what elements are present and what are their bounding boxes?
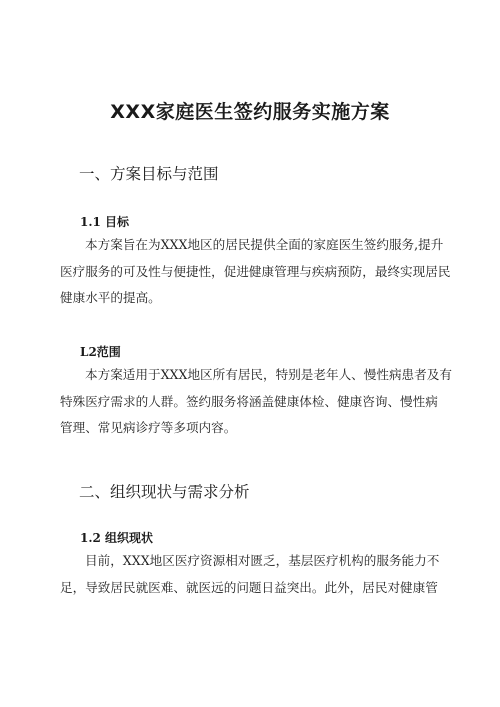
paragraph-scope bbox=[60, 362, 452, 442]
paragraph-line: 本方案适用于XXX地区所有居民，特别是老年人、慢性病患者及有 bbox=[85, 367, 452, 382]
subsection-heading-org-status: 1.2 组织现状 bbox=[80, 531, 154, 545]
section-heading-status-analysis: 二、组织现状与需求分析 bbox=[79, 483, 250, 501]
section-heading-goals-scope: 一、方案目标与范围 bbox=[79, 165, 219, 183]
paragraph-org-status bbox=[60, 548, 444, 601]
subsection-heading-goal: 1.1 目标 bbox=[80, 215, 130, 229]
paragraph-goal bbox=[60, 232, 451, 312]
paragraph-line: 足，导致居民就医难、就医远的问题日益突出。此外，居民对健康管 bbox=[60, 579, 438, 595]
document-title: XXX家庭医生签约服务实施方案 bbox=[110, 101, 390, 123]
paragraph-line: 医疗服务的可及性与便捷性，促进健康管理与疾病预防，最终实现居民 bbox=[60, 263, 451, 279]
paragraph-line: 健康水平的提高。 bbox=[60, 290, 161, 305]
paragraph-line: 管理、常见病诊疗等多项内容。 bbox=[60, 420, 237, 435]
paragraph-line: 本方案旨在为XXX地区的居民提供全面的家庭医生签约服务,提升 bbox=[85, 237, 444, 252]
paragraph-line: 目前，XXX地区医疗资源相对匮乏，基层医疗机构的服务能力不 bbox=[85, 553, 440, 568]
subsection-heading-scope: L2范围 bbox=[80, 345, 121, 359]
paragraph-line: 特殊医疗需求的人群。签约服务将涵盖健康体检、健康咨询、慢性病 bbox=[60, 393, 438, 409]
